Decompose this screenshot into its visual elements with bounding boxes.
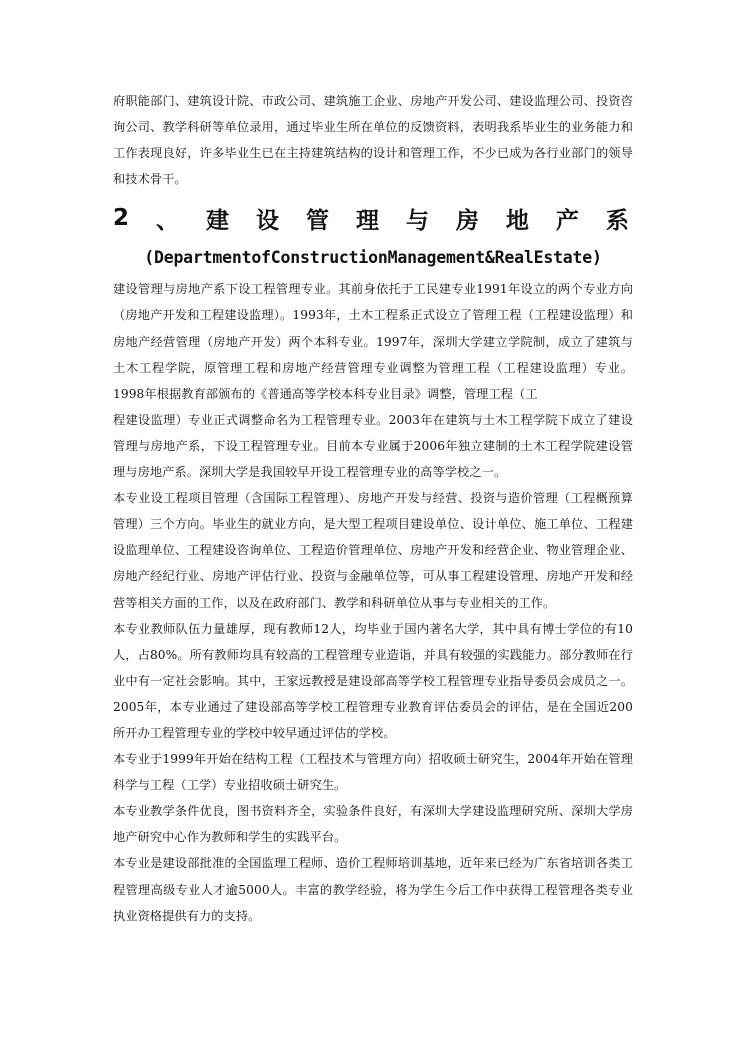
heading-char: 理 [355,207,379,234]
body-paragraph: 程建设监理）专业正式调整命名为工程管理专业。2003年在建筑与土木工程学院下成立了建设管理与房地产系，下设工程管理专业。目前本专业属于2006年独立建制的土木工程学院建设管理与房地产系。深圳大学是我国较早开设工程管理专业的高等学校之一。 [113,412,633,480]
heading-char: 房 [455,207,479,234]
body-paragraph: 本专业是建设部批准的全国监理工程师、造价工程师培训基地，近年来已经为广东省培训各类工程管理高级专业人才逾5000人。丰富的教学经验，将为学生今后工作中获得工程管理各类专业执业资格提供有力的支持。 [113,856,633,923]
body-paragraph: 本专业教师队伍力量雄厚，现有教师12人，均毕业于国内著名大学，其中具有博士学位的有10人，占80%。所有教师均具有较高的工程管理专业造诣，并具有较强的实践能力。部分教师在行业中有一定社会影响。其中，王家远教授是建设部高等学校工程管理专业指导委员会成员之一。2005年，本专业通过了建设部高等学校工程管理专业教育评估委员会的评估，是在全国近200所开办工程管理专业的学校中较早通过评估的学校。 [113,621,633,740]
intro-paragraph: 府职能部门、建筑设计院、市政公司、建筑施工企业、房地产开发公司、建设监理公司、投资咨询公司、教学科研等单位录用，通过毕业生所在单位的反馈资料，表明我系毕业生的业务能力和工作表现良好，许多毕业生已在主持建筑结构的设计和管理工作，不少已成为各行业部门的领导和技术骨干。 [113,94,633,187]
heading-char: 产 [555,207,579,234]
heading-char: 与 [405,207,429,234]
heading-char: 地 [505,207,529,234]
body-paragraph: 本专业设工程项目管理（含国际工程管理）、房地产开发与经营、投资与造价管理（工程概预算管理）三个方向。毕业生的就业方向，是大型工程项目建设单位、设计单位、施工单位、工程建设监理单位、工程建设咨询单位、工程造价管理单位、房地产开发和经营企业、物业管理企业、房地产经纪行业、房地产评估行业、投资与金融单位等，可从事工程建设管理、房地产开发和经营等相关方面的工作，以及在政府部门、教学和科研单位从事与专业相关的工作。 [113,491,633,610]
heading-char: 建 [205,207,229,234]
heading-char: 2 [113,205,130,232]
body-paragraph: 建设管理与房地产系下设工程管理专业。其前身依托于工民建专业1991年设立的两个专业方向（房地产开发和工程建设监理）。1993年，土木工程系正式设立了管理工程（工程建设监理）和房地产经营管理（房地产开发）两个本科专业。1997年，深圳大学建立学院制，成立了建筑与土木工程学院，原管理工程和房地产经营管理专业调整为管理工程（工程建设监理）专业。1998年根据教育部颁布的《普通高等学校本科专业目录》调整，管理工程（工 [113,282,633,401]
heading-char: 管 [305,207,329,234]
document-page [113,88,633,929]
heading-char: 、 [156,207,179,234]
heading-char: 系 [605,207,629,234]
section-subheading: (DepartmentofConstructionManagement&RealEstate) [144,248,602,268]
body-paragraph: 本专业教学条件优良，图书资料齐全，实验条件良好，有深圳大学建设监理研究所、深圳大学房地产研究中心作为教师和学生的实践平台。 [113,804,633,845]
body-paragraph: 本专业于1999年开始在结构工程（工程技术与管理方向）招收硕士研究生，2004年开始在管理科学与工程（工学）专业招收硕士研究生。 [113,752,633,793]
section-heading [113,196,633,240]
heading-char: 设 [255,207,279,234]
